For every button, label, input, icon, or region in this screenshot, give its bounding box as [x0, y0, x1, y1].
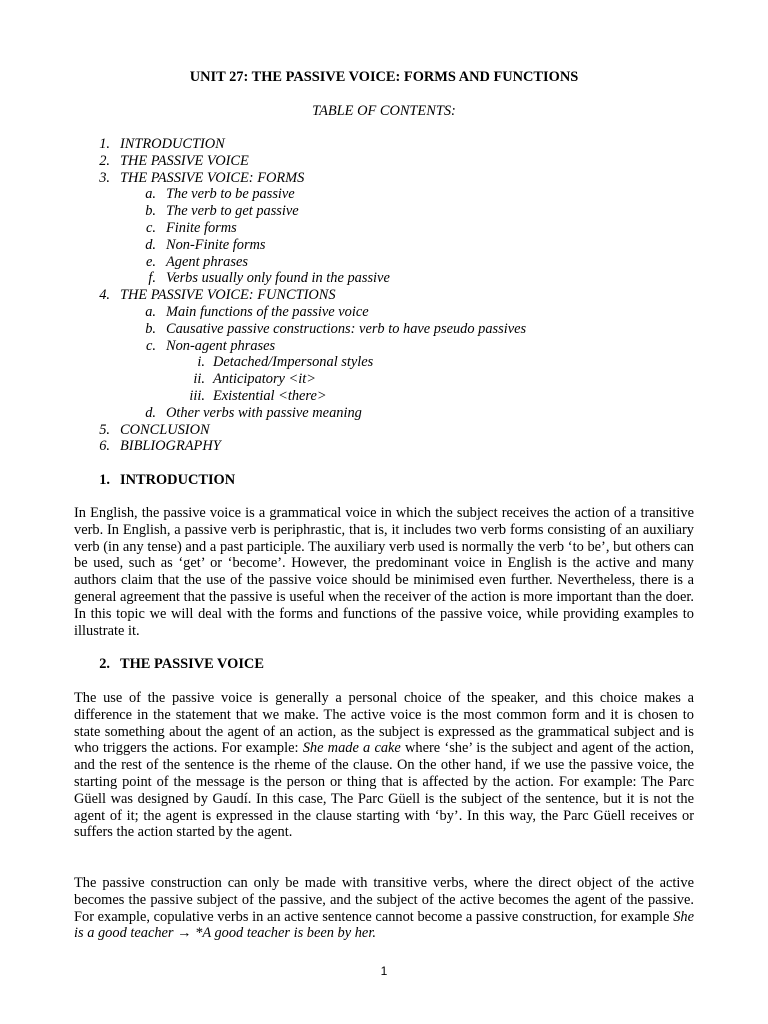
document-title: UNIT 27: THE PASSIVE VOICE: FORMS AND FUNCTIONS	[189, 69, 579, 85]
section-number: 2.	[99, 656, 110, 672]
toc-item	[0, 304, 768, 321]
section-number: 1.	[99, 472, 110, 488]
toc-item-number: b.	[145, 320, 156, 337]
toc-item	[0, 422, 768, 439]
toc-item-number: i.	[197, 354, 205, 371]
toc-item	[0, 388, 768, 405]
toc-item	[0, 354, 768, 371]
example-sentence: She is a good teacher	[74, 908, 694, 942]
paragraph-text: where ‘she’ is the subject and agent of the action, and the rest of the sentence is the rheme of the clause. On the other hand, if we use the passive voice, the starting point of the message is the person or thing that is affected by the action. For example: The Parc Güell was designed by Gaudí. In this case, The Parc Güell is the subject of the sentence, but it is not the agent of it; the agent is expressed in the clause starting with ‘by’. In this way, the Parc Güell receives or suffers the action started by the agent.	[74, 740, 694, 841]
toc-item-label: CONCLUSION	[120, 421, 210, 438]
toc-item-label: Detached/Impersonal styles	[213, 354, 374, 371]
toc-item-label: Main functions of the passive voice	[166, 303, 369, 320]
section-title: INTRODUCTION	[120, 472, 236, 488]
toc-item-label: Non-agent phrases	[166, 337, 276, 354]
toc-item-number: 4.	[99, 287, 110, 304]
toc-item-number: 2.	[99, 152, 110, 169]
toc-item-number: 1.	[99, 136, 110, 152]
toc-item-label: THE PASSIVE VOICE: FORMS	[120, 169, 305, 186]
toc-item-number: c.	[146, 219, 156, 236]
table-of-contents	[0, 136, 768, 455]
toc-item-number: 5.	[99, 421, 110, 438]
toc-item-number: d.	[145, 236, 156, 253]
toc-item-number: b.	[145, 203, 156, 220]
toc-item-label: Non-Finite forms	[166, 236, 266, 253]
toc-item	[0, 203, 768, 220]
toc-item-number: a.	[145, 303, 156, 320]
example-sentence-ungrammatical: *A good teacher is been by her.	[195, 925, 376, 942]
toc-item	[0, 371, 768, 388]
toc-item-number: 3.	[99, 169, 110, 186]
toc-item-label: BIBLIOGRAPHY	[120, 438, 221, 455]
toc-item-label: Verbs usually only found in the passive	[166, 270, 390, 287]
toc-item-label: Agent phrases	[166, 253, 248, 270]
toc-item	[0, 287, 768, 304]
toc-item-number: f.	[148, 270, 156, 287]
toc-item-label: THE PASSIVE VOICE	[120, 152, 249, 169]
toc-item-label: The verb to be passive	[166, 186, 295, 203]
toc-item	[0, 338, 768, 355]
toc-item	[0, 220, 768, 237]
toc-item	[0, 438, 768, 455]
section-title: THE PASSIVE VOICE	[120, 656, 264, 672]
toc-item	[0, 321, 768, 338]
toc-item-number: a.	[145, 186, 156, 203]
toc-item	[0, 254, 768, 271]
paragraph-text: The passive construction can only be made with transitive verbs, where the direct object of the active becomes the passive subject of the passive, and the subject of the active becomes the agent of the passive. For example, copulative verbs in an active sentence cannot become a passive construction, for example	[74, 875, 694, 925]
toc-item-number: ii.	[193, 371, 205, 388]
toc-item	[0, 186, 768, 203]
toc-heading: TABLE OF CONTENTS:	[312, 103, 456, 119]
paragraph-text: The use of the passive voice is generally a personal choice of the speaker, and this choice makes a difference in the statement that we make. The active voice is the most common form and it is chosen to state something about the agent of an action, as the subject is expressed as the grammatical subject and is who triggers the actions. For example:	[74, 690, 694, 757]
toc-item-number: c.	[146, 337, 156, 354]
toc-item-label: INTRODUCTION	[120, 136, 225, 152]
toc-item-label: Anticipatory <it>	[213, 371, 316, 388]
toc-item-label: Other verbs with passive meaning	[166, 404, 362, 421]
toc-item-label: Causative passive constructions: verb to have pseudo passives	[166, 320, 527, 337]
toc-item-number: 6.	[99, 438, 110, 455]
toc-item	[0, 270, 768, 287]
toc-item	[0, 170, 768, 187]
toc-item-label: The verb to get passive	[166, 203, 299, 220]
page-number: 1	[380, 964, 388, 978]
example-sentence: She made a cake	[302, 740, 401, 757]
arrow-right-icon: →	[177, 925, 192, 942]
toc-item	[0, 237, 768, 254]
toc-item-number: iii.	[189, 387, 205, 404]
toc-item	[0, 136, 768, 153]
toc-item	[0, 153, 768, 170]
passive-voice-paragraph-1	[74, 690, 694, 841]
toc-item-number: e.	[146, 253, 156, 270]
toc-item-label: Finite forms	[166, 219, 237, 236]
toc-item-number: d.	[145, 404, 156, 421]
introduction-paragraph: In English, the passive voice is a grammatical voice in which the subject receives the action of a transitive verb. In English, a passive verb is periphrastic, that is, it includes two verb forms consisting of an auxiliary verb (in any tense) and a past participle. The auxiliary verb used is normally the verb ‘to be’, but others can be used, such as ‘get’ or ‘become’. However, the predominant voice in English is the active and many authors claim that the use of the passive voice should be minimised even further. Nevertheless, there is a general agreement that the passive is useful when the receiver of the action is more important than the doer. In this topic we will deal with the forms and functions of the passive voice, while providing examples to illustrate it.	[74, 505, 694, 639]
passive-voice-paragraph-2	[74, 875, 694, 942]
toc-item-label: THE PASSIVE VOICE: FUNCTIONS	[120, 287, 336, 304]
toc-item	[0, 405, 768, 422]
toc-item-label: Existential <there>	[213, 387, 327, 404]
